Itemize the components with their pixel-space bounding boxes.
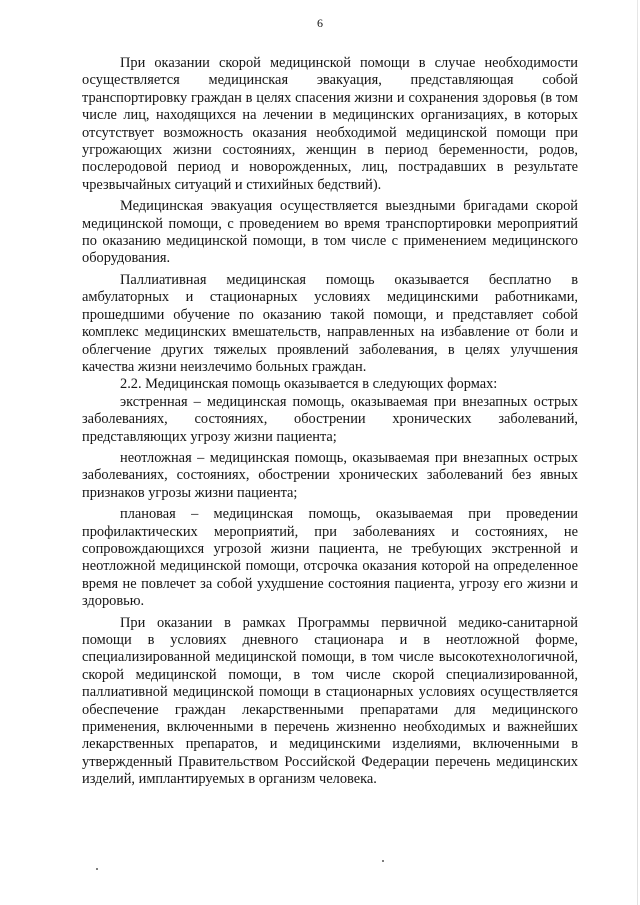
section-heading: 2.2. Медицинская помощь оказывается в следующих формах: [120, 376, 498, 393]
paragraph: Паллиативная медицинская помощь оказывается бесплатно в амбулаторных и стационарных условиях медицинскими работниками, прошедшими обучение по оказанию такой помощи, и представляет собой комплекс медицинских вмешательств, направленных на избавление от боли и облегчение других тяжелых проявлений заболевания, в целях улучшения качества жизни неизлечимо больных граждан. [82, 271, 578, 375]
scan-edge [637, 0, 638, 905]
list-item: неотложная – медицинская помощь, оказываемая при внезапных острых заболеваниях, состояниях, обострении хронических заболеваний без явных признаков угрозы жизни пациента; [82, 449, 578, 501]
paragraph: При оказании в рамках Программы первичной медико-санитарной помощи в условиях дневного стационара и в неотложной форме, специализированной медицинской помощи, в том числе высокотехнологичной, скорой медицинской помощи, в том числе скорой специализированной, паллиативной медицинской помощи в стационарных условиях осуществляется обеспечение граждан лекарственными препаратами для медицинского применения, включенными в перечень жизненно необходимых и важнейших лекарственных препаратов, и медицинскими изделиями, включенными в утвержденный Правительством Российской Федерации перечень медицинских изделий, имплантируемых в организм человека. [82, 614, 578, 788]
scan-speck [96, 868, 98, 870]
document-body [82, 55, 578, 789]
paragraph: При оказании скорой медицинской помощи в случае необходимости осуществляется медицинская эвакуация, представляющая собой транспортировку граждан в целях спасения жизни и сохранения здоровья (в том числе лиц, находящихся на лечении в медицинских организациях, в которых отсутствует возможность оказания необходимой медицинской помощи при угрожающих жизни состояниях, женщин в период беременности, родов, послеродовой период и новорожденных, лиц, пострадавших в результате чрезвычайных ситуаций и стихийных бедствий). [82, 55, 578, 193]
page-number: 6 [317, 16, 323, 30]
paragraph: Медицинская эвакуация осуществляется выездными бригадами скорой медицинской помощи, с проведением во время транспортировки мероприятий по оказанию медицинской помощи, в том числе с применением медицинского оборудования. [82, 198, 578, 267]
scan-speck [382, 860, 384, 862]
list-item: плановая – медицинская помощь, оказываемая при проведении профилактических мероприятий, при заболеваниях и состояниях, не сопровождающихся угрозой жизни пациента, не требующих экстренной и неотложной медицинской помощи, отсрочка оказания которой на определенное время не повлечет за собой ухудшение состояния пациента, угрозу его жизни и здоровью. [82, 506, 578, 610]
list-item: экстренная – медицинская помощь, оказываемая при внезапных острых заболеваниях, состояниях, обострении хронических заболеваний, представляющих угрозу жизни пациента; [82, 393, 578, 445]
